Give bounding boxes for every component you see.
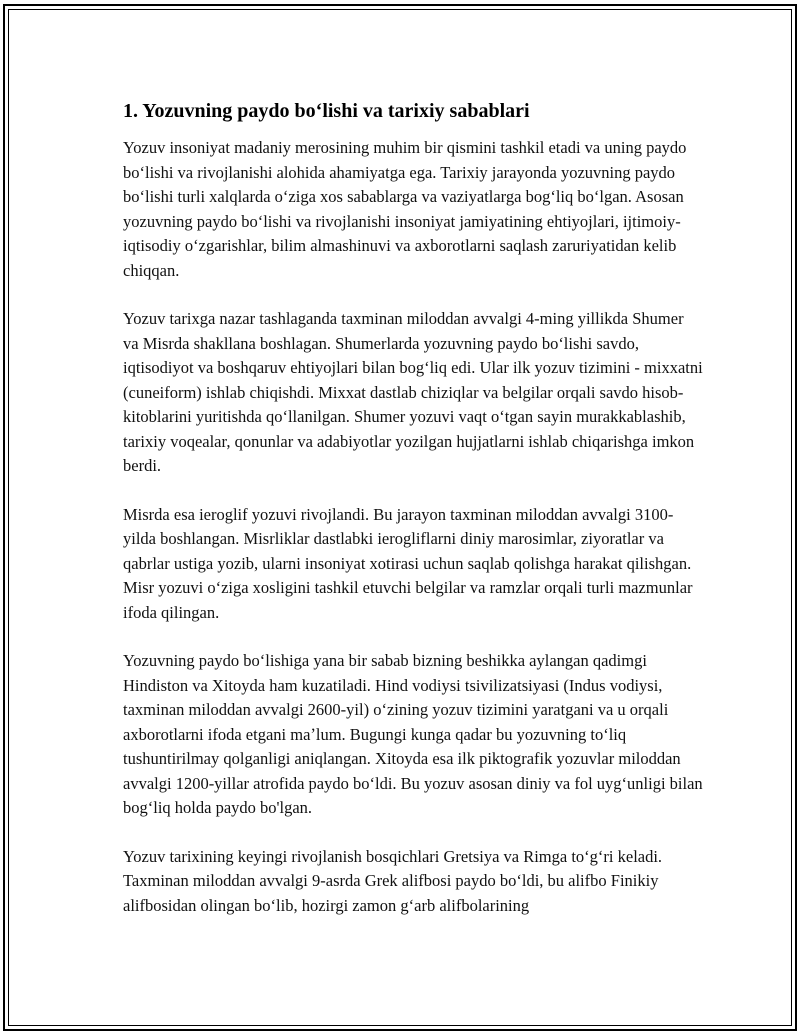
paragraph-2: Yozuv tarixga nazar tashlaganda taxminan miloddan avvalgi 4-ming yillikda Shumer va Misrda shakllana boshlagan. Shumerlarda yozuvning paydo boʻlishi savdo, iqtisodiyot va boshqaruv ehtiyojlari bilan bogʻliq edi. Ular ilk yozuv tizimini - mixxatni (cuneiform) ishlab chiqishdi. Mixxat dastlab chiziqlar va belgilar orqali savdo hisob-kitoblarini yuritishda qoʻllanilgan. Shumer yozuvi vaqt oʻtgan sayin murakkablashib, tarixiy voqealar, qonunlar va adabiyotlar yozilgan hujjatlarni ishlab chiqarishga imkon berdi. [123, 309, 703, 475]
document-body [123, 98, 703, 942]
paragraph-3: Misrda esa ieroglif yozuvi rivojlandi. Bu jarayon taxminan miloddan avvalgi 3100-yilda boshlangan. Misrliklar dastlabki ierogliflarni diniy marosimlar, ziyoratlar va qabrlar ustiga yozib, ularni insoniyat xotirasi uchun saqlab qolishga harakat qilishgan. Misr yozuvi oʻziga xosligini tashkil etuvchi belgilar va ramzlar orqali turli mazmunlar ifoda qilingan. [123, 504, 693, 622]
section-heading: 1. Yozuvning paydo boʻlishi va tarixiy sabablari [123, 100, 530, 122]
paragraph-1: Yozuv insoniyat madaniy merosining muhim bir qismini tashkil etadi va uning paydo boʻlishi va rivojlanishi alohida ahamiyatga ega. Tarixiy jarayonda yozuvning paydo boʻlishi turli xalqlarda oʻziga xos sabablarga va vaziyatlarga bogʻliq boʻlgan. Asosan yozuvning paydo boʻlishi va rivojlanishi insoniyat jamiyatining ehtiyojlari, ijtimoiy-iqtisodiy oʻzgarishlar, bilim almashinuvi va axborotlarni saqlash zaruriyatidan kelib chiqqan. [123, 138, 687, 280]
paragraph-4: Yozuvning paydo boʻlishiga yana bir sabab bizning beshikka aylangan qadimgi Hindiston va Xitoyda ham kuzatiladi. Hind vodiysi tsivilizatsiyasi (Indus vodiysi, taxminan miloddan avvalgi 2600-yil) oʻzining yozuv tizimini yaratgani va u orqali axborotlarni ifoda etgani maʼlum. Bugungi kunga qadar bu yozuvning toʻliq tushuntirilmay qolganligi aniqlangan. Xitoyda esa ilk piktografik yozuvlar miloddan avvalgi 1200-yillar atrofida paydo boʻldi. Bu yozuv asosan diniy va fol uygʻunligi bilan bogʻliq holda paydo bo'lgan. [123, 651, 703, 817]
paragraph-5: Yozuv tarixining keyingi rivojlanish bosqichlari Gretsiya va Rimga toʻgʻri keladi. Taxminan miloddan avvalgi 9-asrda Grek alifbosi paydo boʻldi, bu alifbo Finikiy alifbosidan olingan boʻlib, hozirgi zamon gʻarb alifbolarining [123, 846, 663, 915]
document-page [3, 4, 797, 1031]
